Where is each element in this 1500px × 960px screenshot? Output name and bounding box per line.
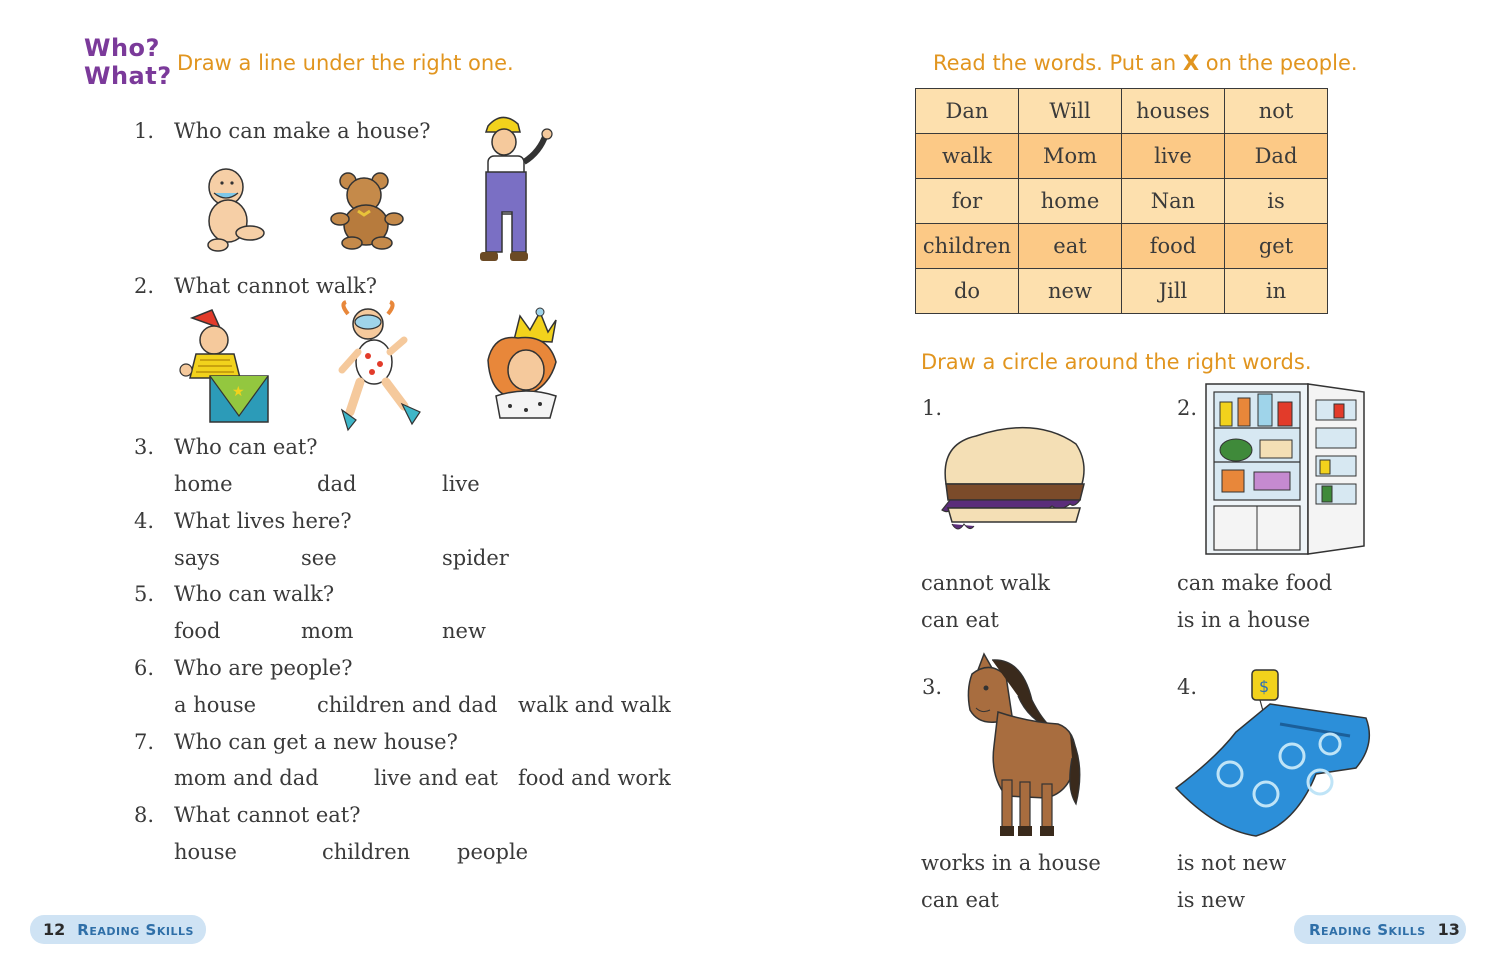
word-cell[interactable]: live bbox=[1122, 134, 1225, 179]
choice[interactable]: can make food bbox=[1177, 571, 1333, 595]
footer-label: Reading Skills bbox=[77, 920, 194, 939]
answer-option[interactable]: food and work bbox=[518, 766, 671, 790]
word-cell[interactable]: new bbox=[1019, 269, 1122, 314]
word-cell[interactable]: get bbox=[1225, 224, 1328, 269]
question-number: 3. bbox=[134, 435, 155, 459]
word-cell[interactable]: food bbox=[1122, 224, 1225, 269]
item-number: 3. bbox=[922, 675, 943, 699]
question-number: 2. bbox=[134, 274, 155, 298]
question-number: 4. bbox=[134, 509, 155, 533]
question-text: Who are people? bbox=[174, 656, 353, 680]
choice[interactable]: can eat bbox=[921, 608, 999, 632]
grid-row bbox=[916, 224, 1328, 269]
answer-option[interactable]: dad bbox=[317, 472, 357, 496]
choice[interactable]: is in a house bbox=[1177, 608, 1311, 632]
answer-option[interactable]: live and eat bbox=[374, 766, 498, 790]
teddy-bear-icon[interactable] bbox=[326, 169, 408, 251]
answer-option[interactable]: live bbox=[442, 472, 480, 496]
right-instruction-2: Draw a circle around the right words. bbox=[921, 350, 1312, 374]
answer-option[interactable]: a house bbox=[174, 693, 257, 717]
item-number: 4. bbox=[1177, 675, 1198, 699]
svg-text:★: ★ bbox=[232, 384, 245, 400]
word-cell[interactable]: eat bbox=[1019, 224, 1122, 269]
question-text: Who can get a new house? bbox=[174, 730, 458, 754]
instruction-x-mark: X bbox=[1182, 51, 1200, 75]
answer-option[interactable]: mom and dad bbox=[174, 766, 319, 790]
answer-option[interactable]: food bbox=[174, 619, 221, 643]
question-text: What cannot walk? bbox=[174, 274, 378, 298]
question-text: Who can walk? bbox=[174, 582, 335, 606]
word-cell[interactable]: do bbox=[916, 269, 1019, 314]
svg-text:$: $ bbox=[1259, 677, 1270, 696]
question-number: 7. bbox=[134, 730, 155, 754]
word-cell[interactable]: walk bbox=[916, 134, 1019, 179]
item-number: 2. bbox=[1177, 396, 1198, 420]
right-instruction bbox=[933, 51, 1358, 75]
word-cell[interactable]: home bbox=[1019, 179, 1122, 224]
construction-worker-icon[interactable] bbox=[474, 112, 560, 266]
word-cell[interactable]: not bbox=[1225, 89, 1328, 134]
heading-what: What? bbox=[84, 62, 172, 90]
right-footer-tab bbox=[1294, 915, 1466, 944]
answer-option[interactable]: home bbox=[174, 472, 233, 496]
word-cell[interactable]: in bbox=[1225, 269, 1328, 314]
question-text: What lives here? bbox=[174, 509, 352, 533]
heading-who: Who? bbox=[84, 34, 160, 62]
horse-icon[interactable] bbox=[958, 650, 1088, 840]
question-text: Who can eat? bbox=[174, 435, 318, 459]
answer-option[interactable]: spider bbox=[442, 546, 509, 570]
word-grid bbox=[915, 88, 1328, 314]
answer-option[interactable]: house bbox=[174, 840, 237, 864]
item-number: 1. bbox=[922, 396, 943, 420]
instruction-suffix: on the people. bbox=[1199, 51, 1358, 75]
grid-row bbox=[916, 134, 1328, 179]
choice[interactable]: works in a house bbox=[921, 851, 1101, 875]
question-number: 8. bbox=[134, 803, 155, 827]
question-number: 6. bbox=[134, 656, 155, 680]
left-footer-tab bbox=[30, 915, 206, 944]
word-cell[interactable]: Will bbox=[1019, 89, 1122, 134]
question-text: What cannot eat? bbox=[174, 803, 361, 827]
word-cell[interactable]: houses bbox=[1122, 89, 1225, 134]
jack-in-the-box-icon[interactable] bbox=[172, 308, 276, 424]
instruction-prefix: Read the words. Put an bbox=[933, 51, 1183, 75]
refrigerator-icon[interactable] bbox=[1202, 380, 1372, 556]
word-cell[interactable]: Dad bbox=[1225, 134, 1328, 179]
answer-option[interactable]: mom bbox=[301, 619, 354, 643]
sandwich-icon[interactable] bbox=[938, 424, 1090, 536]
choice[interactable]: is not new bbox=[1177, 851, 1287, 875]
choice[interactable]: can eat bbox=[921, 888, 999, 912]
grid-row bbox=[916, 179, 1328, 224]
baby-icon[interactable] bbox=[192, 163, 274, 255]
word-cell[interactable]: is bbox=[1225, 179, 1328, 224]
snorkeling-girl-icon[interactable] bbox=[330, 300, 430, 436]
word-cell[interactable]: Mom bbox=[1019, 134, 1122, 179]
grid-row bbox=[916, 269, 1328, 314]
word-cell[interactable]: Dan bbox=[916, 89, 1019, 134]
right-page bbox=[750, 0, 1500, 960]
answer-option[interactable]: says bbox=[174, 546, 220, 570]
word-cell[interactable]: Nan bbox=[1122, 179, 1225, 224]
choice[interactable]: is new bbox=[1177, 888, 1246, 912]
question-number: 5. bbox=[134, 582, 155, 606]
jeans-icon[interactable] bbox=[1170, 664, 1378, 840]
question-number: 1. bbox=[134, 119, 155, 143]
word-cell[interactable]: for bbox=[916, 179, 1019, 224]
page-number: 13 bbox=[1437, 920, 1460, 939]
answer-option[interactable]: children and dad bbox=[317, 693, 498, 717]
answer-option[interactable]: people bbox=[457, 840, 529, 864]
choice[interactable]: cannot walk bbox=[921, 571, 1051, 595]
question-text: Who can make a house? bbox=[174, 119, 431, 143]
footer-label: Reading Skills bbox=[1309, 920, 1426, 939]
page-number: 12 bbox=[43, 920, 66, 939]
answer-option[interactable]: children bbox=[322, 840, 411, 864]
queen-icon[interactable] bbox=[478, 300, 578, 424]
who-what-heading bbox=[84, 34, 172, 90]
word-cell[interactable]: children bbox=[916, 224, 1019, 269]
grid-row bbox=[916, 89, 1328, 134]
answer-option[interactable]: see bbox=[301, 546, 337, 570]
left-instruction: Draw a line under the right one. bbox=[177, 51, 514, 75]
answer-option[interactable]: walk and walk bbox=[518, 693, 671, 717]
word-cell[interactable]: Jill bbox=[1122, 269, 1225, 314]
answer-option[interactable]: new bbox=[442, 619, 486, 643]
